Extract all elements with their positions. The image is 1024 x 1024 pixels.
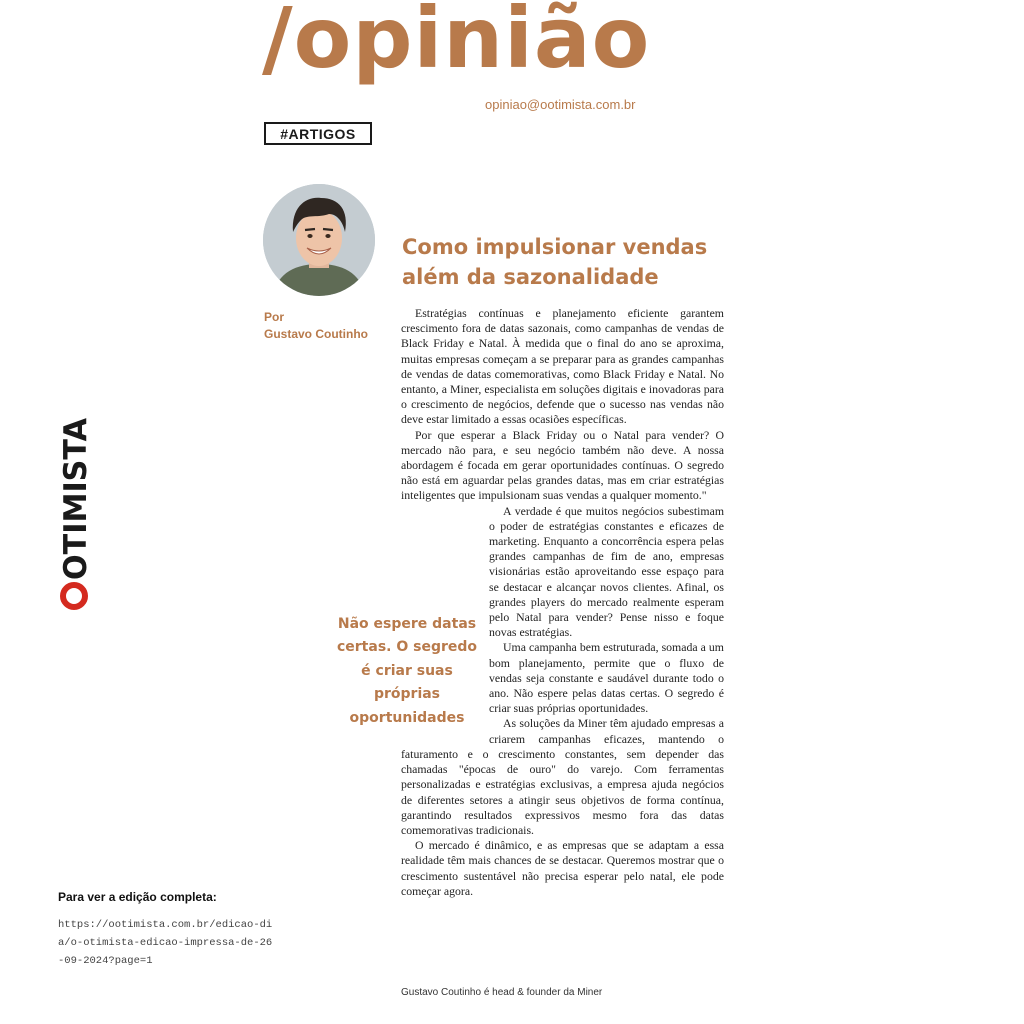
byline-prefix: Por	[264, 310, 285, 324]
headline-line-2: além da sazonalidade	[402, 265, 659, 289]
author-footnote: Gustavo Coutinho é head & founder da Miner	[401, 987, 603, 998]
body-paragraph-3: A verdade é que muitos negócios subestimam o poder de estratégias constantes e eficazes de marketing. Enquanto a concorrência espera pelas grandes campanhas de fim de ano, empresas visionárias estão aproveitando esse espaço para se destacar e alcançar novos clientes. Afinal, os grandes players do mercado realmente esperam pelo Natal para vender? Pense nisso e foque novas estratégias.	[489, 503, 724, 640]
pull-quote-wrap-space	[401, 504, 489, 740]
body-paragraph-6: O mercado é dinâmico, e as empresas que se adaptam a essa realidade têm mais chances de se destacar. Queremos mostrar que o crescimento sustentável não precisa esperar pelo natal, ele pode começar agora.	[401, 838, 724, 898]
edition-label: Para ver a edição completa:	[58, 890, 217, 904]
article-body	[401, 306, 724, 899]
otimista-logo-icon	[56, 410, 92, 610]
section-title: /opinião	[262, 0, 651, 87]
author-avatar	[263, 184, 375, 296]
author-name: Gustavo Coutinho	[264, 327, 368, 341]
article-headline	[402, 232, 742, 292]
brand-wordmark: OTIMISTA	[58, 413, 92, 580]
author-portrait-icon	[263, 184, 375, 296]
body-paragraph-2: Por que esperar a Black Friday ou o Natal para vender? O mercado não para, e seu negócio também não deve. A nossa abordagem é focada em gerar oportunidades contínuas. O segredo não está em aguardar pelas grandes datas, mas em criar estratégias inteligentes que impulsionam suas vendas a qualquer momento."	[401, 427, 724, 503]
contact-email[interactable]: opiniao@ootimista.com.br	[485, 97, 636, 112]
body-paragraph-5: As soluções da Miner têm ajudado empresas a criarem campanhas eficazes, mantendo o faturamento e o crescimento constantes, sem depender das chamadas "épocas de ouro" do varejo. Com ferramentas personalizadas e estratégias exclusivas, a empresa ajuda negócios de diferentes setores a atingir seus objetivos de forma contínua, garantindo resultados expressivos mesmo fora das datas comemorativas tradicionais.	[401, 716, 724, 837]
body-paragraph-1: Estratégias contínuas e planejamento eficiente garantem crescimento fora de datas sazonais, como campanhas de vendas de Black Friday e Natal. À medida que o final do ano se aproxima, muitas empresas começam a se preparar para as grandes campanhas de vendas de datas comemorativas, como Black Friday e Natal. No entanto, a Miner, especialista em soluções digitais e inovadoras para o crescimento de negócios, defende que o sucesso nas vendas não deve estar limitado a essas ocasiões específicas.	[401, 306, 724, 427]
headline-line-1: Como impulsionar vendas	[402, 235, 708, 259]
brand-logo	[56, 410, 92, 610]
pull-quote: Não espere datas certas. O segredo é criar suas próprias oportunidades	[336, 616, 478, 726]
body-paragraph-4: Uma campanha bem estruturada, somada a um bom planejamento, permite que o fluxo de vendas seja constante e saudável durante todo o ano. Não espere pelas datas certas. O segredo é criar suas próprias oportunidades.	[489, 640, 724, 716]
byline	[264, 309, 368, 343]
category-tag: #ARTIGOS	[264, 122, 372, 145]
edition-link[interactable]: https://ootimista.com.br/edicao-dia/o-otimista-edicao-impressa-de-26-09-2024?page=1	[58, 919, 273, 967]
